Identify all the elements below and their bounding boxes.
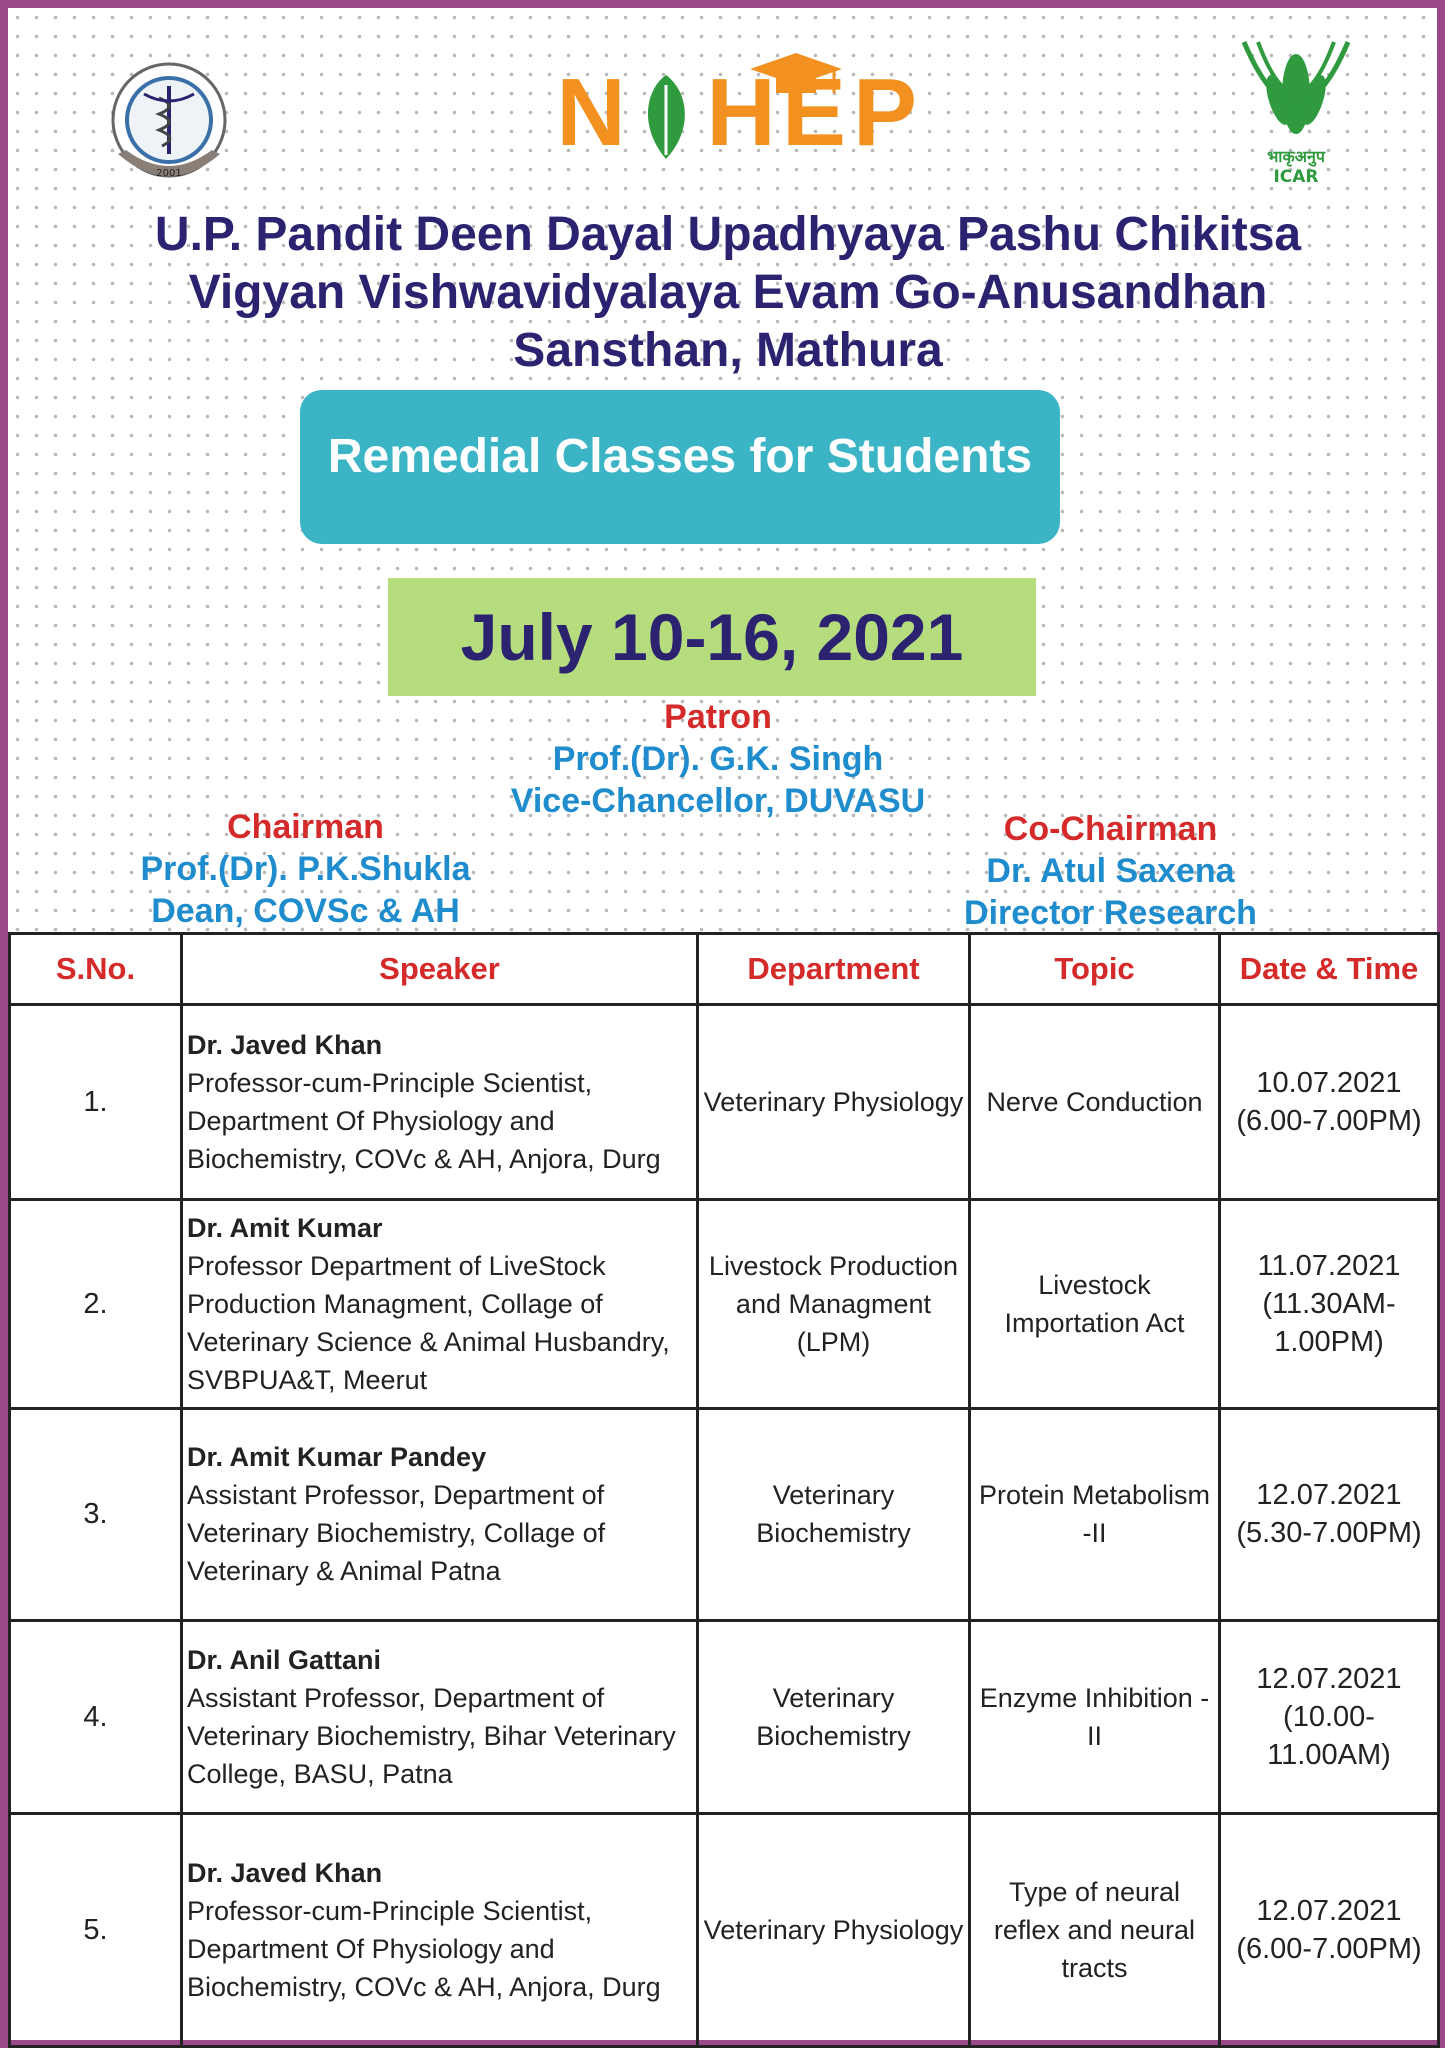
- row-date: 11.07.2021: [1257, 1250, 1401, 1283]
- patron-title: Vice-Chancellor, DUVASU: [510, 782, 926, 820]
- university-title: [68, 206, 1388, 380]
- row-sno: 2.: [10, 1200, 182, 1409]
- row-time: (6.00-7.00PM): [1236, 1932, 1422, 1965]
- chairman-role: Chairman: [227, 808, 384, 846]
- row-date: 12.07.2021: [1256, 1479, 1402, 1512]
- speaker-name: Dr. Javed Khan: [187, 1857, 383, 1888]
- speaker-desc: Professor-cum-Principle Scientist, Department Of Physiology and Biochemistry, COVc & AH, Anjora, Durg: [187, 1068, 661, 1175]
- row-speaker: [182, 1005, 698, 1200]
- header-section: [8, 8, 1437, 932]
- speaker-name: Dr. Amit Kumar: [187, 1213, 383, 1244]
- row-speaker: [182, 1200, 698, 1409]
- table-row: [10, 1620, 1439, 1813]
- university-line-3: Sansthan, Mathura: [513, 324, 943, 377]
- row-speaker: [182, 1813, 698, 2046]
- table-header-row: [10, 934, 1439, 1005]
- speaker-name: Dr. Amit Kumar Pandey: [187, 1442, 487, 1473]
- row-time: (11.30AM-1.00PM): [1262, 1288, 1396, 1359]
- row-sno: 1.: [10, 1005, 182, 1200]
- row-time: (6.00-7.00PM): [1236, 1105, 1422, 1138]
- cochairman-block: [938, 808, 1283, 934]
- header-speaker: Speaker: [182, 934, 698, 1005]
- seal-caption: 2001: [156, 168, 182, 179]
- row-topic: Protein Metabolism -II: [970, 1409, 1220, 1620]
- row-department: Veterinary Physiology: [698, 1005, 970, 1200]
- row-sno: 3.: [10, 1409, 182, 1620]
- university-line-2: Vigyan Vishwavidyalaya Evam Go-Anusandhan: [188, 266, 1268, 319]
- chairman-name: Prof.(Dr). P.K.Shukla: [140, 850, 471, 888]
- row-date-time: [1220, 1620, 1439, 1813]
- university-seal-icon: [104, 58, 234, 188]
- nahep-logo: N HEP: [548, 63, 928, 163]
- patron-name: Prof.(Dr). G.K. Singh: [552, 740, 884, 778]
- row-time: (10.00-11.00AM): [1267, 1700, 1391, 1771]
- speaker-name: Dr. Anil Gattani: [187, 1644, 382, 1675]
- table-row: [10, 1813, 1439, 2046]
- row-date-time: [1220, 1005, 1439, 1200]
- row-department: Livestock Production and Managment (LPM): [698, 1200, 970, 1409]
- patron-role: Patron: [664, 698, 772, 736]
- header-sno: S.No.: [10, 934, 182, 1005]
- row-sno: 5.: [10, 1813, 182, 2046]
- row-topic: Type of neural reflex and neural tracts: [970, 1813, 1220, 2046]
- header-topic: Topic: [970, 934, 1220, 1005]
- speaker-name: Dr. Javed Khan: [187, 1030, 383, 1061]
- header-department: Department: [698, 934, 970, 1005]
- speaker-desc: Professor-cum-Principle Scientist, Department Of Physiology and Biochemistry, COVc & AH, Anjora, Durg: [187, 1895, 661, 2002]
- remedial-banner: Remedial Classes for Students: [300, 390, 1060, 544]
- chairman-title: Dean, COVSc & AH: [151, 892, 460, 930]
- row-department: Veterinary Physiology: [698, 1813, 970, 2046]
- row-speaker: [182, 1409, 698, 1620]
- university-line-1: U.P. Pandit Deen Dayal Upadhyaya Pashu Chikitsa: [154, 208, 1302, 261]
- row-speaker: [182, 1620, 698, 1813]
- speaker-desc: Professor Department of LiveStock Production Managment, Collage of Veterinary Science & Animal Husbandry, SVBPUA&T, Meerut: [187, 1251, 670, 1396]
- row-topic: Enzyme Inhibition -II: [970, 1620, 1220, 1813]
- speaker-desc: Assistant Professor, Department of Veterinary Biochemistry, Bihar Veterinary College, BASU, Patna: [187, 1682, 676, 1789]
- schedule-table: [8, 932, 1440, 2048]
- event-dates: July 10-16, 2021: [388, 578, 1036, 696]
- row-topic: Nerve Conduction: [970, 1005, 1220, 1200]
- cochairman-name: Dr. Atul Saxena: [986, 852, 1235, 890]
- row-department: Veterinary Biochemistry: [698, 1409, 970, 1620]
- icar-logo-icon: [1236, 34, 1356, 189]
- row-topic: Livestock Importation Act: [970, 1200, 1220, 1409]
- icar-text: ICAR: [1273, 167, 1319, 187]
- cochairman-title: Director Research: [964, 894, 1257, 932]
- row-sno: 4.: [10, 1620, 182, 1813]
- row-date: 10.07.2021: [1256, 1067, 1402, 1100]
- row-department: Veterinary Biochemistry: [698, 1620, 970, 1813]
- chairman-block: [108, 806, 503, 932]
- table-row: [10, 1409, 1439, 1620]
- table-row: [10, 1200, 1439, 1409]
- row-date-time: [1220, 1813, 1439, 2046]
- row-date: 12.07.2021: [1256, 1894, 1402, 1927]
- table-row: [10, 1005, 1439, 1200]
- row-date-time: [1220, 1409, 1439, 1620]
- speaker-desc: Assistant Professor, Department of Veterinary Biochemistry, Collage of Veterinary & Animal Patna: [187, 1480, 606, 1587]
- icar-hindi-text: भाकृअनुप: [1267, 147, 1325, 166]
- row-date-time: [1220, 1200, 1439, 1409]
- patron-block: [448, 696, 988, 822]
- row-time: (5.30-7.00PM): [1236, 1517, 1422, 1550]
- header-date-time: Date & Time: [1220, 934, 1439, 1005]
- row-date: 12.07.2021: [1256, 1662, 1402, 1695]
- cochairman-role: Co-Chairman: [1003, 810, 1218, 848]
